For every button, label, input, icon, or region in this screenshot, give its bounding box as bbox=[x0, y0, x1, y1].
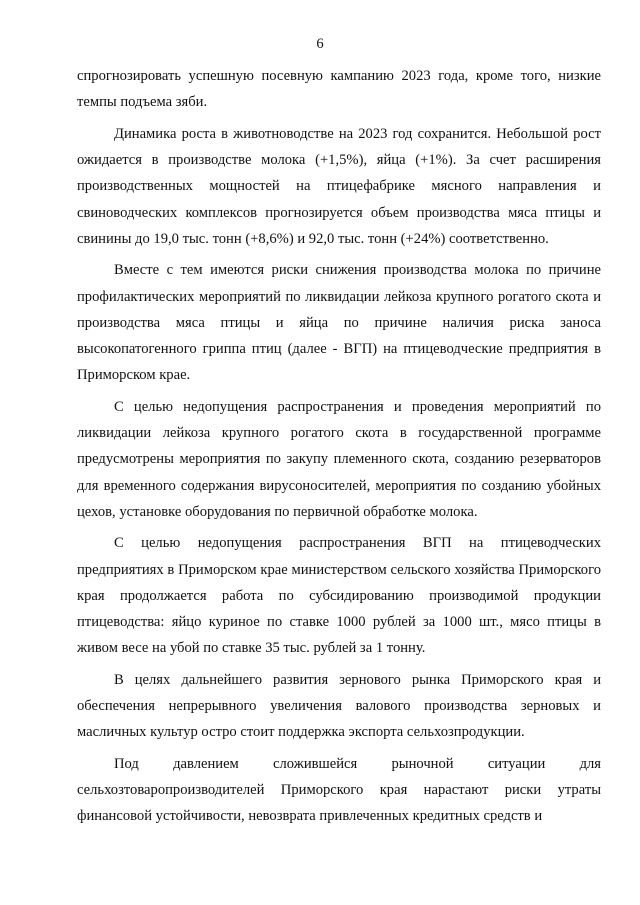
paragraph-avian-flu-measures: С целью недопущения распространения ВГП на птицеводческих предприятиях в Приморском крае министерством сельского хозяйства Приморского края продолжается работа по субсидированию производимой продукции птицеводства: яйцо куриное по ставке 1000 рублей за 1000 шт., мясо птицы в живом весе на убой по ставке 35 тыс. рублей за 1 тонну. bbox=[77, 535, 601, 657]
page-number: 6 bbox=[316, 36, 324, 52]
paragraph-continuation: спрогнозировать успешную посевную кампанию 2023 года, кроме того, низкие темпы подъема зяби. bbox=[77, 68, 601, 111]
document-body bbox=[77, 63, 601, 830]
paragraph-production-risks: Вместе с тем имеются риски снижения производства молока по причине профилактических мероприятий по ликвидации лейкоза крупного рогатого скота и производства мяса птицы и яйца по причине наличия риска заноса высокопатогенного гриппа птиц (далее - ВГП) на птицеводческие предприятия в Приморском крае. bbox=[77, 262, 601, 384]
paragraph-market-pressure: Под давлением сложившейся рыночной ситуации для сельхозтоваропроизводителей Приморского края нарастают риски утраты финансовой устойчивости, невозврата привлеченных кредитных средств и bbox=[77, 756, 601, 825]
paragraph-grain-market: В целях дальнейшего развития зернового рынка Приморского края и обеспечения непрерывного увеличения валового производства зерновых и масличных культур остро стоит поддержка экспорта сельхозпродукции. bbox=[77, 671, 601, 741]
paragraph-livestock-growth: Динамика роста в животноводстве на 2023 год сохранится. Небольшой рост ожидается в производстве молока (+1,5%), яйца (+1%). За счет расширения производственных мощностей на птицефабрике мясного направления и свиноводческих комплексов прогнозируется объем производства мяса птицы и свинины до 19,0 тыс. тонн (+8,6%) и 92,0 тыс. тонн (+24%) соответственно. bbox=[77, 125, 601, 247]
paragraph-leukosis-measures: С целью недопущения распространения и проведения мероприятий по ликвидации лейкоза крупного рогатого скота в государственной программе предусмотрены мероприятия по закупу племенного скота, созданию резерваторов для временного содержания вирусоносителей, мероприятия по созданию убойных цехов, установке оборудования по первичной обработке молока. bbox=[77, 398, 601, 520]
